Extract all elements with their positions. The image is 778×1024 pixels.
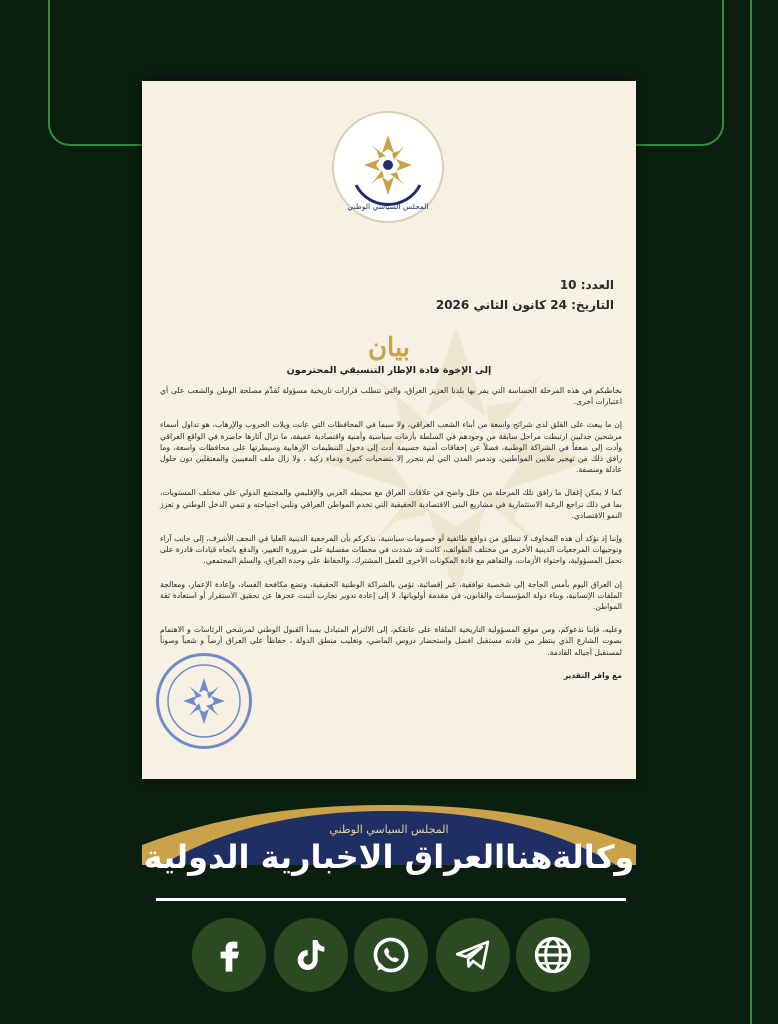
- agency-name: وكالةهناالعراق الاخبارية الدولية: [143, 838, 635, 876]
- paragraph: إن ما يبعث على القلق لدى شرائح واسعة من أبناء الشعب العراقي، ولا سيما في المحافظات التي عانت ويلات الحروب والإرهاب، هو تداول أسماء مرشحين جدليين ارتبطت مراحل سابقة من وجودهم في السلطة بأزمات سياسية وأمنية واقتصادية عميقة، ما تزال آثارها حاضرة في الواقع العراقي وأدت إلى ضعفاً في الشراكة الوطنية، فضلاً عن إخفاقات أمنية جسيمة أدت إلى دخول التنظيمات الإرهابية وسيطرتها على محافظات واسعة، وما رافق ذلك من تهجير ملايين المواطنين، وتدمير المدن التي لم تتحرر إلا بتضحيات كبيرة ودماء زكية ، ولا زال ملف المغيبين والمعتقلين دون حلول عادلة ومنصفة.: [160, 420, 622, 475]
- official-stamp: [156, 653, 252, 749]
- paragraph: وعليه، فإننا ندعوكم، ومن موقع المسؤولية التاريخية الملقاة على عاتقكم، إلى الالتزام المتبادل بمبدأ القبول الوطني لمرشحي الرئاسات و الاهتمام بصوت الشارع الذي ينتظر من قادته مستقبل افضل واستحضار دروس الماضي، وتغليب منطق الدولة ، حفاظاً على العراق أرضاً و شعباً وصوناً لمستقبل أجياله القادمة.: [160, 625, 622, 657]
- statement-document: [142, 81, 636, 836]
- telegram-icon: [452, 934, 494, 976]
- whatsapp-link[interactable]: [354, 918, 428, 992]
- council-emblem-icon: [334, 113, 442, 221]
- globe-icon: [531, 933, 575, 977]
- telegram-link[interactable]: [436, 918, 510, 992]
- council-logo: [332, 111, 444, 223]
- whatsapp-icon: [369, 933, 413, 977]
- stamp-emblem-icon: [159, 656, 249, 746]
- document-title: بيان: [367, 333, 411, 363]
- logo-text: المجلس السياسي الوطني: [347, 202, 429, 211]
- tiktok-link[interactable]: [274, 918, 348, 992]
- footer-org-name: المجلس السياسي الوطني: [329, 823, 449, 836]
- paragraph: إن العراق اليوم بأمس الحاجة إلى شخصية توافقية، غير إقصائية، تؤمن بالشراكة الوطنية الحقيقية، وتضع مكافحة الفساد، وإعادة الإعمار، ومعالجة الملفات الإنسانية، وبناء دولة المؤسسات والقانون، في مقدمة أولوياتها، لا إلى إعادة تدوير تجارب أثبتت عجزها عن تحقيق الاستقرار أو استعادة ثقة المواطن.: [160, 579, 622, 612]
- website-link[interactable]: [516, 918, 590, 992]
- document-meta: [436, 275, 614, 315]
- closing-line: مع وافر التقدير: [563, 670, 622, 680]
- facebook-icon: [209, 935, 249, 975]
- agency-underline: [156, 898, 626, 901]
- facebook-link[interactable]: [192, 918, 266, 992]
- tiktok-icon: [291, 935, 331, 975]
- issue-number: العدد: 10: [559, 278, 614, 292]
- issue-date: التاريخ: 24 كانون الثاني 2026: [435, 298, 614, 312]
- addressee-line: إلى الإخوة قادة الإطار التنسيقي المحترمون: [286, 365, 492, 376]
- paragraph: وإننا إذ نؤكد أن هذه المخاوف لا تنطلق من دوافع طائفية أو خصومات سياسية، نذكركم بأن المرجعية الدينية العليا في النجف الأشرف، إلى جانب آراء وتوجيهات المرجعيات الدينية الأخرى من مختلف الطوائف، كانت قد شددت في محطات مفصلية على ضرورة التغيير، والدفع باتجاه قيادات قادرة على تحمل المسؤولية، واحتواء الأزمات، والتفاهم مع قادة المكونات الأخرى للعمل المشترك، والحفاظ على وحدة العراق، والسلم المجتمعي.: [160, 534, 622, 566]
- paragraph: كما لا يمكن إغفال ما رافق تلك المرحلة من خلل واضح في علاقات العراق مع محيطه العربي والإقليمي والمجتمع الدولي على مختلف المستويات، بما في ذلك تراجع الرغبة الاستثمارية في مشاريع البنى الاقتصادية الحقيقية التي تخدم المواطن العراقي وتلبي احتياجته و تنمي الدخل الوطني و تعزز النمو الاقتصادي.: [160, 488, 622, 520]
- paragraph: نخاطبكم في هذه المرحلة الحساسة التي يمر بها بلدنا العزيز العراق، والتي تتطلب قرارات تاريخية مسؤولة تُقدِّم مصلحة الوطن والشعب على أي اعتبارات أخرى.: [160, 386, 622, 407]
- statement-body: [160, 385, 622, 693]
